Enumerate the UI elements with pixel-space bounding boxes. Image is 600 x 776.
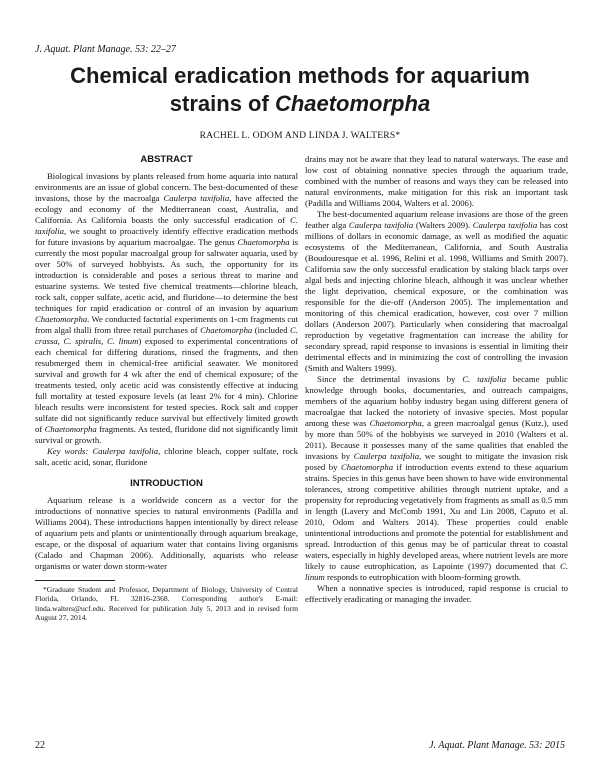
keywords-label: Key words: (47, 446, 89, 456)
author-footnote: *Graduate Student and Professor, Department of Biology, University of Central Florida, Orlando, FL 32816-2368. Corresponding author's E-mail: linda.walters@ucf.edu. Received for publication July 5, 2013 and in revised form August 27, 2014. (35, 585, 298, 623)
abstract-paragraph: Biological invasions by plants released from home aquaria into natural environments are an issue of global concern. The best-documented of these invasions, those by the macroalga Caulerpa taxifolia, have affected the ecology and economy of the Mediterranean coast, Australia, and California. As California boasts the only successful eradication of C. taxifolia, we sought to proactively identify effective eradication methods for future invasions by aquarium macroalgae. The genus Chaetomorpha is currently the most popular macroalgal group for saltwater aquaria, used by over 50% of surveyed hobbyists. As such, the opportunity for its introduction is considerable and poses a serious threat to marine and estuarine systems. We tested five chemical treatments—chlorine bleach, rock salt, copper sulfate, acetic acid, and fluridone—to determine the best techniques for rapid eradication or control of an invasion by aquarium Chaetomorpha. We conducted factorial experiments on 1-cm fragments cut from algal thalli from three retail purchases of Chaetomorpha (included C. crassa, C. spiralis, C. linum) exposed to experimental concentrations of each chemical for differing durations, rinsed the fragments, and then resubmerged them in chemical-free artificial seawater. We monitored survival and growth for 4 wk after the end of chemical exposure; of the treatments tested, only acetic acid was consistently effective at inducing full mortality at tested exposure levels (at least 2% for 4 min). Chlorine bleach results were inconsistent for tested species. Rock salt and copper sulfate did not significantly reduce survival but effectively limited growth of Chaetomorpha fragments. As tested, fluridone did not significantly limit survival or growth. (35, 171, 299, 445)
article-title (30, 62, 570, 118)
right-column (305, 154, 568, 605)
title-line-1: Chemical eradication methods for aquarium (70, 63, 530, 88)
left-column (35, 154, 298, 623)
abstract-heading: ABSTRACT (140, 154, 193, 165)
title-line-2-text: strains of (169, 91, 275, 116)
keywords: Key words: Caulerpa taxifolia, chlorine bleach, copper sulfate, rock salt, acetic acid, sonar, fluridone (35, 446, 298, 467)
introduction-paragraph: Aquarium release is a worldwide concern as a vector for the introductions of nonnative species to natural environments (Padilla and Williams 2004). These introductions happen intentionally by direct release of aquarium pets and plants or unintentionally through aquarium breakage, escape, or the disposal of aquarium water that contains living organisms (Calado and Chapman 2006). Additionally, aquarists who release organisms or water down storm-water (35, 495, 298, 571)
author-line: RACHEL L. ODOM AND LINDA J. WALTERS* (199, 130, 401, 141)
page-number: 22 (35, 740, 45, 751)
footnote-rule (35, 580, 115, 581)
title-genus: Chaetomorpha (274, 91, 431, 116)
body-paragraph-4: When a nonnative species is introduced, rapid response is crucial to effectively eradicating or managing the invader. (305, 583, 568, 604)
introduction-heading: INTRODUCTION (130, 478, 203, 489)
body-paragraph-2: The best-documented aquarium release invasions are those of the green feather alga Caulerpa taxifolia (Walters 2009). Caulerpa taxifolia has cost millions of dollars in economic damage, as well as modified the aquatic ecosystems of the Mediterranean, California, and South Australia (Boudouresque et al. 1996, Relini et al. 1998, Williams and Smith 2007). California saw the only successful eradication by staking black tarps over algal beds and injecting chlorine bleach, although it was unclear whether the light deprivation, chemical exposure, or the combination was responsible for the die-off (Anderson 2005). The implementation and monitoring of this chemical eradication, however, cost over 7 million dollars (Anderson 2007). Particularly when considering that macroalgal reproduction by vegetative fragmentation can increase the ability for secondary spread, rapid response to invasions is essential in limiting their detrimental effects and in minimizing the cost of controlling the invasion (Smith and Walters 1999). (305, 209, 568, 373)
footer-journal: J. Aquat. Plant Manage. 53: 2015 (429, 740, 565, 751)
title-line-2 (30, 90, 570, 118)
body-paragraph-1: drains may not be aware that they lead to natural waterways. The ease and low cost of obtaining nonnative species through the aquarium trade, combined with the number of reasons and ways they can be released into natural environments, make mitigation for this risk an important task (Padilla and Williams 2004, Walters et al. 2006). (305, 154, 568, 208)
body-paragraph-3: Since the detrimental invasions by C. taxifolia became public knowledge through books, documentaries, and outreach campaigns, members of the aquarium hobby industry began using different genera of macroalgae that lacked the notoriety of invasive species. Most popular among these was Chaetomorpha, a green macroalgal genus (Kutz.), used by more than 50% of the hobbyists we surveyed in 2010 (Walters et al. 2011). Because it possesses many of the same qualities that enabled the invasions by Caulerpa taxifolia, we sought to mitigate the invasion risk posed by Chaetomorpha if introduction events extend to these aquarium strains. Species in this genus have been shown to have wide environmental tolerances, strong competitive abilities through nutrient uptake, and a propensity for reproducing vegetatively from fragments as small as 0.5 mm in length (Lavery and McComb 1991, Xu and Lin 2008, Caputo et al. 2010, Odom and Walters 2014). These properties could enable unintentional introductions and promote the potential for establishment and spread. Introduction of this genus may be of particular threat to coastal waters, especially in highly developed areas, where nutrient levels are more likely to cause eutrophication, as Lapointe (1997) documented that C. linum responds to eutrophication with bloom-forming growth. (305, 374, 569, 582)
running-head: J. Aquat. Plant Manage. 53: 22–27 (35, 44, 176, 55)
